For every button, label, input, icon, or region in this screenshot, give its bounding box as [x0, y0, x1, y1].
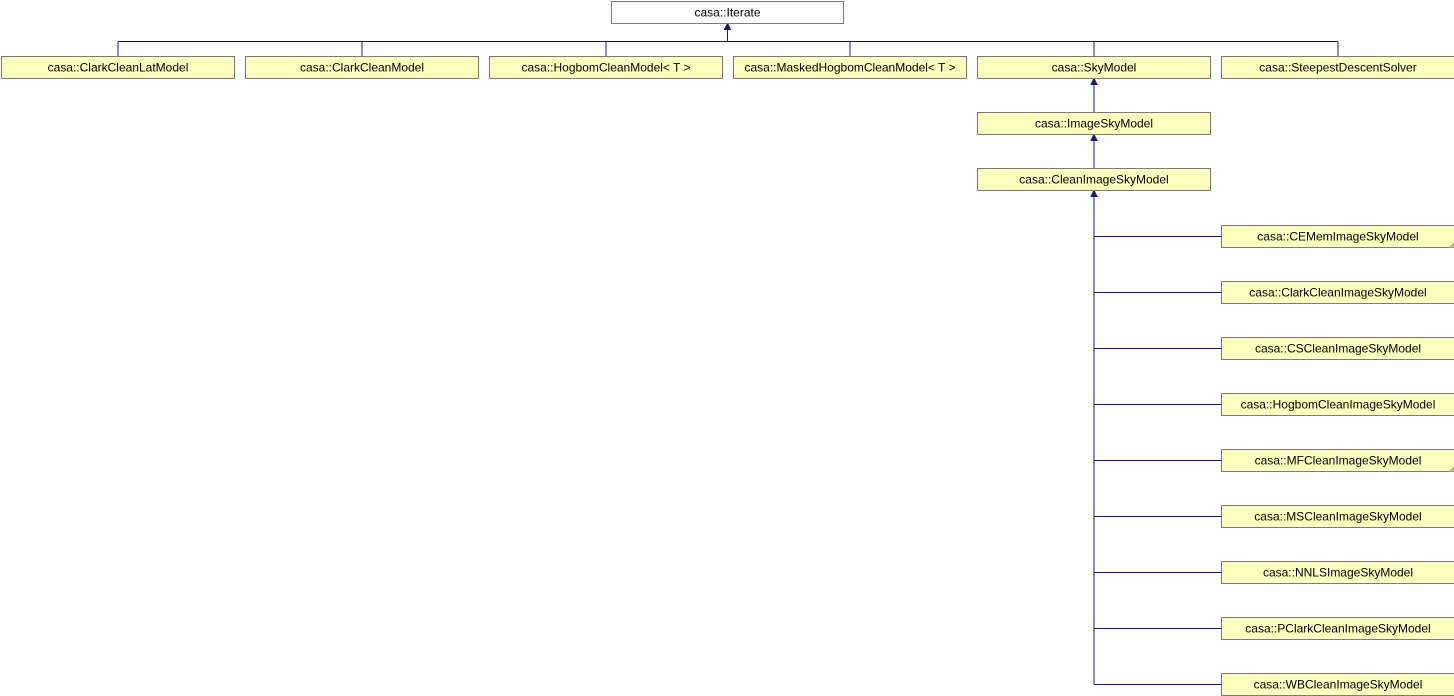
class-name-label: casa::PClarkCleanImageSkyModel [1245, 621, 1431, 636]
class-node-mfcleanimageskymodel[interactable] [1222, 450, 1454, 472]
class-node-mscleanimageskymodel[interactable] [1222, 506, 1454, 528]
class-name-label: casa::MaskedHogbomCleanModel< T > [744, 60, 956, 75]
inheritance-arrow-cleanimageskymodel [1091, 191, 1097, 197]
class-name-label: casa::ImageSkyModel [1034, 116, 1154, 131]
class-name-label: casa::ClarkCleanLatModel [47, 60, 189, 75]
class-name-label: casa::Iterate [694, 5, 761, 20]
class-node-cleanimageskymodel[interactable] [978, 169, 1211, 191]
class-node-cscleanimageskymodel[interactable] [1222, 338, 1454, 360]
class-name-label: casa::NNLSImageSkyModel [1262, 565, 1414, 580]
class-name-label: casa::HogbomCleanImageSkyModel [1240, 397, 1436, 412]
class-node-skymodel[interactable] [978, 57, 1211, 79]
class-name-label: casa::HogbomCleanModel< T > [521, 60, 691, 75]
class-node-hogbomcleanmodel-t[interactable] [490, 57, 723, 79]
class-nodes [2, 2, 1454, 696]
class-name-label: casa::ClarkCleanImageSkyModel [1249, 285, 1427, 300]
class-name-label: casa::CleanImageSkyModel [1019, 172, 1169, 187]
class-name-label: casa::CSCleanImageSkyModel [1254, 341, 1422, 356]
class-node-hogbomcleanimageskymodel[interactable] [1222, 394, 1454, 416]
inheritance-arrow-root [725, 24, 731, 30]
inheritance-arrow-skymodel [1091, 79, 1097, 85]
class-node-clarkcleanimageskymodel[interactable] [1222, 282, 1454, 304]
class-name-label: casa::WBCleanImageSkyModel [1253, 677, 1423, 692]
class-node-iterate [612, 2, 844, 24]
class-node-maskedhogbomcleanmodel-t[interactable] [734, 57, 967, 79]
class-name-label: casa::ClarkCleanModel [299, 60, 425, 75]
class-node-pclarkcleanimageskymodel[interactable] [1222, 618, 1454, 640]
class-node-steepestdescentsolver[interactable] [1222, 57, 1454, 79]
class-name-label: casa::SkyModel [1051, 60, 1137, 75]
class-name-label: casa::MSCleanImageSkyModel [1254, 509, 1422, 524]
class-node-clarkcleanmodel[interactable] [246, 57, 479, 79]
class-node-imageskymodel[interactable] [978, 113, 1211, 135]
inheritance-arrow-imageskymodel [1091, 135, 1097, 141]
class-node-cememimageskymodel[interactable] [1222, 226, 1454, 248]
class-name-label: casa::CEMemImageSkyModel [1257, 229, 1419, 244]
class-node-wbcleanimageskymodel[interactable] [1222, 674, 1454, 696]
class-node-nnlsimageskymodel[interactable] [1222, 562, 1454, 584]
class-name-label: casa::SteepestDescentSolver [1259, 60, 1417, 75]
class-node-clarkcleanlatmodel[interactable] [2, 57, 235, 79]
class-name-label: casa::MFCleanImageSkyModel [1254, 453, 1422, 468]
